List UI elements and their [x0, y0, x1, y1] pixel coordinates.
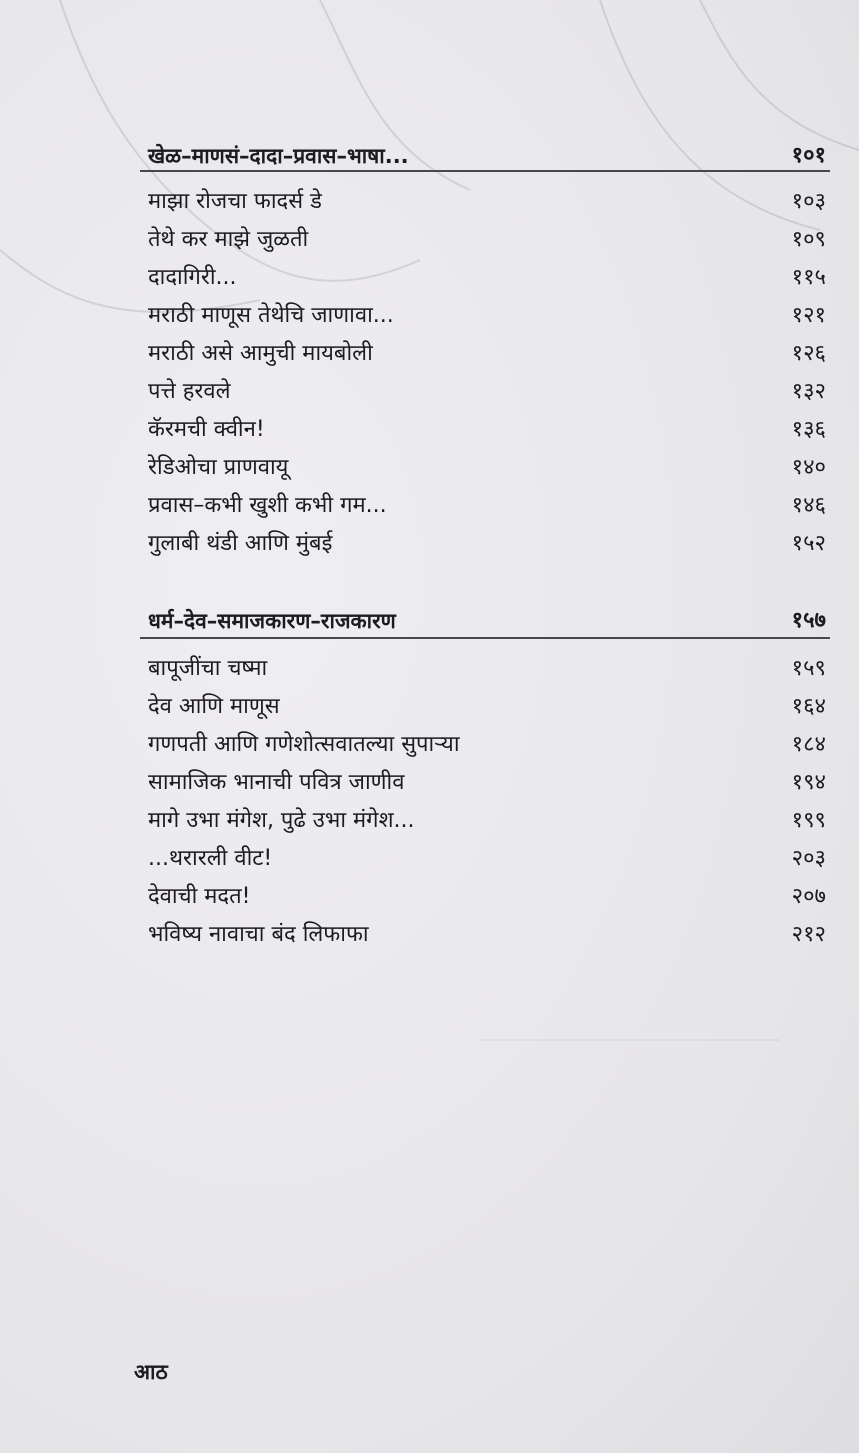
toc-entry	[148, 371, 826, 405]
toc-entry	[148, 838, 826, 872]
entry-page-number: १९४	[791, 770, 826, 795]
entry-page-number: १६४	[791, 694, 826, 719]
entry-page-number: १८४	[791, 732, 826, 757]
entry-page-number: १०३	[791, 189, 826, 214]
toc-entry	[148, 686, 826, 720]
toc-entry	[148, 333, 826, 367]
entry-title: गुलाबी थंडी आणि मुंबई	[148, 531, 333, 556]
entry-title: मराठी माणूस तेथेचि जाणावा...	[148, 303, 394, 328]
entry-title: सामाजिक भानाची पवित्र जाणीव	[148, 770, 405, 795]
entry-title: दादागिरी...	[148, 265, 237, 290]
entry-title: भविष्य नावाचा बंद लिफाफा	[148, 922, 369, 947]
toc-entry	[148, 800, 826, 834]
toc-entry	[148, 295, 826, 329]
entry-page-number: १४०	[791, 455, 826, 480]
toc-entry	[148, 409, 826, 443]
toc-section-heading	[148, 600, 826, 634]
entry-title: माझा रोजचा फादर्स डे	[148, 189, 322, 214]
entry-page-number: १२१	[791, 303, 826, 328]
entry-title: देवाची मदत!	[148, 884, 251, 909]
section-title: धर्म–देव–समाजकारण–राजकारण	[148, 609, 396, 633]
toc-entry	[148, 181, 826, 215]
page-number: आठ	[134, 1360, 168, 1384]
entry-title: रेडिओचा प्राणवायू	[148, 455, 289, 480]
entry-page-number: ११५	[791, 265, 826, 290]
entry-title: ...थरारली वीट!	[148, 846, 273, 871]
entry-title: तेथे कर माझे जुळती	[148, 227, 309, 252]
toc-entry	[148, 485, 826, 519]
entry-title: प्रवास–कभी खुशी कभी गम...	[148, 493, 387, 518]
entry-page-number: २०७	[791, 884, 826, 909]
toc-entry	[148, 219, 826, 253]
entry-title: मागे उभा मंगेश, पुढे उभा मंगेश...	[148, 808, 415, 833]
section-divider	[140, 637, 830, 639]
toc-entry	[148, 876, 826, 910]
toc-entry	[148, 447, 826, 481]
entry-page-number: १०९	[791, 227, 826, 252]
entry-title: मराठी असे आमुची मायबोली	[148, 341, 373, 366]
toc-entry	[148, 648, 826, 682]
section-divider	[140, 170, 830, 172]
toc-entry	[148, 762, 826, 796]
entry-page-number: २०३	[791, 846, 826, 871]
toc-entry	[148, 523, 826, 557]
toc-entry	[148, 257, 826, 291]
entry-page-number: १३२	[791, 379, 826, 404]
section-page-number: १५७	[791, 608, 826, 633]
entry-title: पत्ते हरवले	[148, 379, 231, 404]
section-page-number: १०१	[791, 143, 826, 168]
entry-title: बापूजींचा चष्मा	[148, 656, 268, 681]
entry-page-number: १२६	[791, 341, 826, 366]
entry-title: कॅरमची क्वीन!	[148, 417, 265, 442]
toc-section-heading	[148, 135, 826, 169]
entry-page-number: १५९	[791, 656, 826, 681]
section-title: खेळ–माणसं–दादा–प्रवास–भाषा...	[148, 144, 409, 168]
entry-page-number: १९९	[791, 808, 826, 833]
toc-entry	[148, 724, 826, 758]
entry-page-number: २१२	[791, 922, 826, 947]
entry-page-number: १३६	[791, 417, 826, 442]
entry-title: देव आणि माणूस	[148, 694, 280, 719]
entry-page-number: १४६	[791, 493, 826, 518]
entry-title: गणपती आणि गणेशोत्सवातल्या सुपाऱ्या	[148, 732, 460, 757]
entry-page-number: १५२	[791, 531, 826, 556]
toc-entry	[148, 914, 826, 948]
